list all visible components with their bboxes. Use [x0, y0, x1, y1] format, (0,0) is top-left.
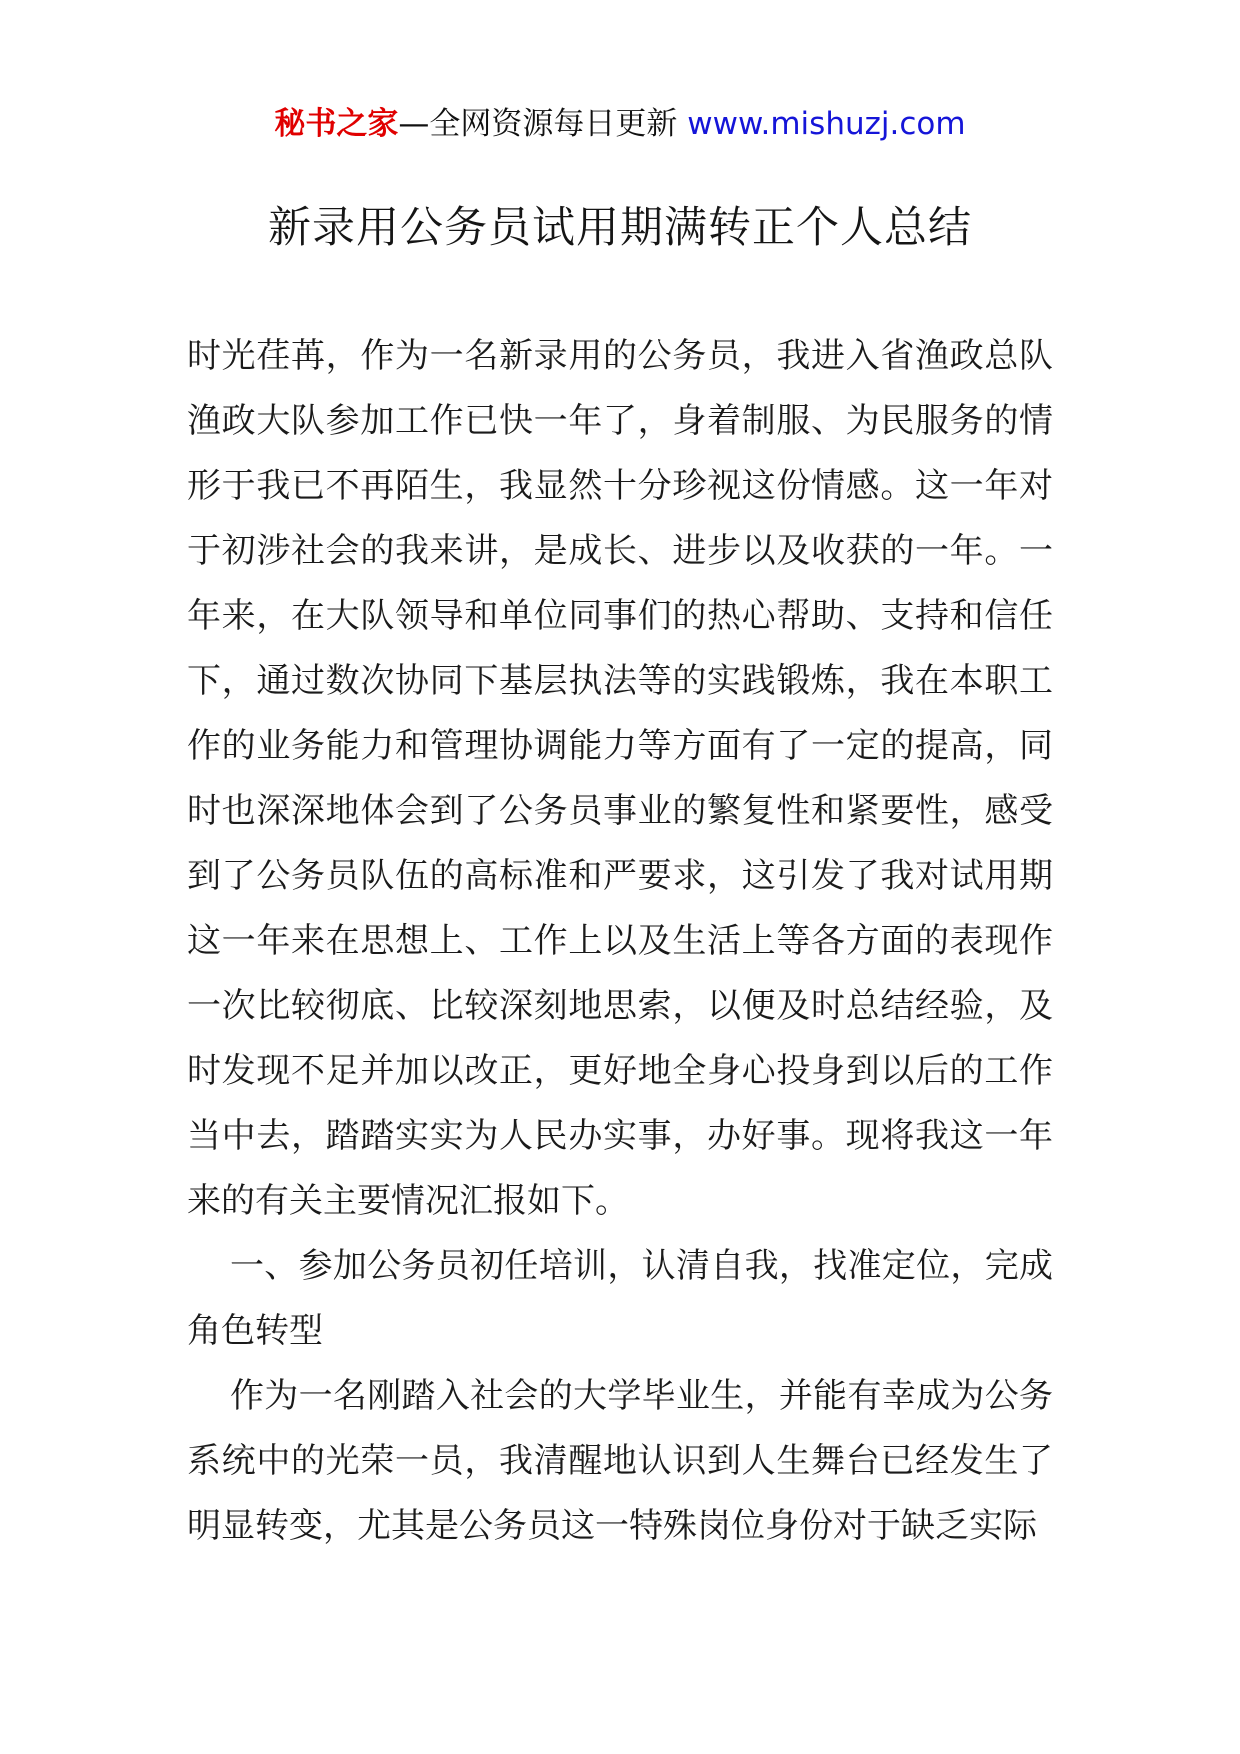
brand-name: 秘书之家	[274, 106, 399, 142]
site-url-link[interactable]: www.mishuzj.com	[687, 106, 966, 142]
document-title: 新录用公务员试用期满转正个人总结	[268, 203, 972, 253]
section-1-paragraph: 作为一名刚踏入社会的大学毕业生，并能有幸成为公务系统中的光荣一员，我清醒地认识到人生舞台已经发生了明显转变，尤其是公务员这一特殊岗位身份对于缺乏实际	[187, 1376, 1053, 1546]
intro-paragraph: 时光荏苒，作为一名新录用的公务员，我进入省渔政总队渔政大队参加工作已快一年了，身着制服、为民服务的情形于我已不再陌生，我显然十分珍视这份情感。这一年对于初涉社会的我来讲，是成长、进步以及收获的一年。一年来，在大队领导和单位同事们的热心帮助、支持和信任下，通过数次协同下基层执法等的实践锻炼，我在本职工作的业务能力和管理协调能力等方面有了一定的提高，同时也深深地体会到了公务员事业的繁复性和紧要性，感受到了公务员队伍的高标准和严要求，这引发了我对试用期这一年来在思想上、工作上以及生活上等各方面的表现作一次比较彻底、比较深刻地思索，以便及时总结经验，及时发现不足并加以改正，更好地全身心投身到以后的工作当中去，踏踏实实为人民办实事，办好事。现将我这一年来的有关主要情况汇报如下。	[187, 336, 1053, 1221]
site-header	[0, 100, 1240, 148]
site-tagline: —全网资源每日更新	[398, 106, 678, 142]
section-heading-1: 一、参加公务员初任培训，认清自我，找准定位，完成角色转型	[187, 1246, 1053, 1351]
document-body	[187, 324, 1053, 1559]
